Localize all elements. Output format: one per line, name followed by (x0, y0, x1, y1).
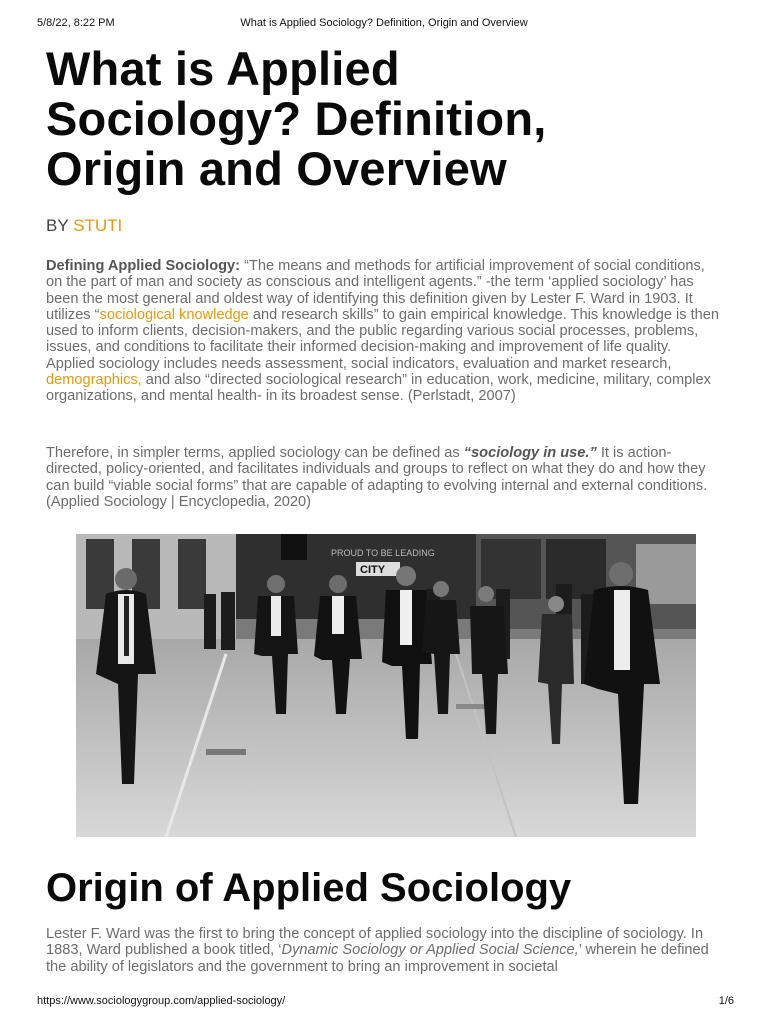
print-doc-title: What is Applied Sociology? Definition, Origin and Overview (240, 17, 528, 29)
print-date: 5/8/22, 8:22 PM (37, 17, 115, 29)
photo-illustration (76, 534, 696, 837)
print-url[interactable]: https://www.sociologygroup.com/applied-sociology/ (37, 995, 286, 1007)
origin-paragraph (46, 926, 722, 975)
street-crowd-photo (76, 534, 696, 837)
photo-sign-proud: PROUD TO BE LEADING (331, 548, 435, 558)
para3-text-2: ’ wherein he defined the ability of legislators and the government to bring an improvement in societal (46, 942, 709, 975)
title-line-1: What is Applied (46, 42, 400, 95)
author-link[interactable]: STUTI (73, 216, 123, 235)
demographics-link[interactable]: demographics, (46, 372, 142, 389)
sociology-in-use-emphasis: “sociology in use.” (463, 445, 597, 461)
title-line-3: Origin and Overview (46, 142, 507, 195)
title-line-2: Sociology? Definition, (46, 92, 547, 145)
print-page-number: 1/6 (718, 995, 734, 1007)
simpler-terms-paragraph (46, 445, 722, 510)
para2-text-1: Therefore, in simpler terms, applied sociology can be defined as (46, 445, 464, 461)
definition-paragraph (46, 258, 722, 405)
book-title: Dynamic Sociology or Applied Social Science, (281, 942, 579, 959)
para1-text-1: “The means and methods for artificial improvement of social conditions, on the part of man and society as conscious and intelligent agents.” -the term ‘applied sociology’ has been the most general and oldest way of identifying this definition given by Lester F. Ward in 1903. It utilizes “ (46, 258, 705, 323)
byline-prefix: BY (46, 216, 69, 235)
definition-label: Defining Applied Sociology: (46, 258, 241, 274)
para1-text-3: and also “directed sociological research” in education, work, medicine, military, complex organizations, and mental health- in its broadest sense. (Perlstadt, 2007) (46, 372, 711, 405)
para1-text-2: and research skills” to gain empirical knowledge. This knowledge is then used to inform clients, decision-makers, and the public regarding various social processes, problems, issues, and conditions to facilitate their informed decision-making and improvement of life quality. Applied sociology includes needs assessment, social indicators, evaluation and market research, (46, 306, 720, 372)
article-title (46, 44, 726, 194)
sociological-knowledge-link[interactable]: sociological knowledge (99, 306, 249, 323)
photo-sign-city: CITY (360, 564, 386, 576)
byline (46, 216, 122, 236)
section-heading-origin: Origin of Applied Sociology (46, 866, 572, 910)
para3-text-1: Lester F. Ward was the first to bring the concept of applied sociology into the discipline of sociology. In 1883, Ward published a book titled, ‘ (46, 926, 704, 959)
para2-text-2: It is action-directed, policy-oriented, and facilitates individuals and groups to reflect on what they do and how they can build “viable social forms” that are capable of adapting to evolving internal and external conditions. (Applied Sociology | Encyclopedia, 2020) (46, 445, 708, 510)
print-header (0, 0, 768, 40)
